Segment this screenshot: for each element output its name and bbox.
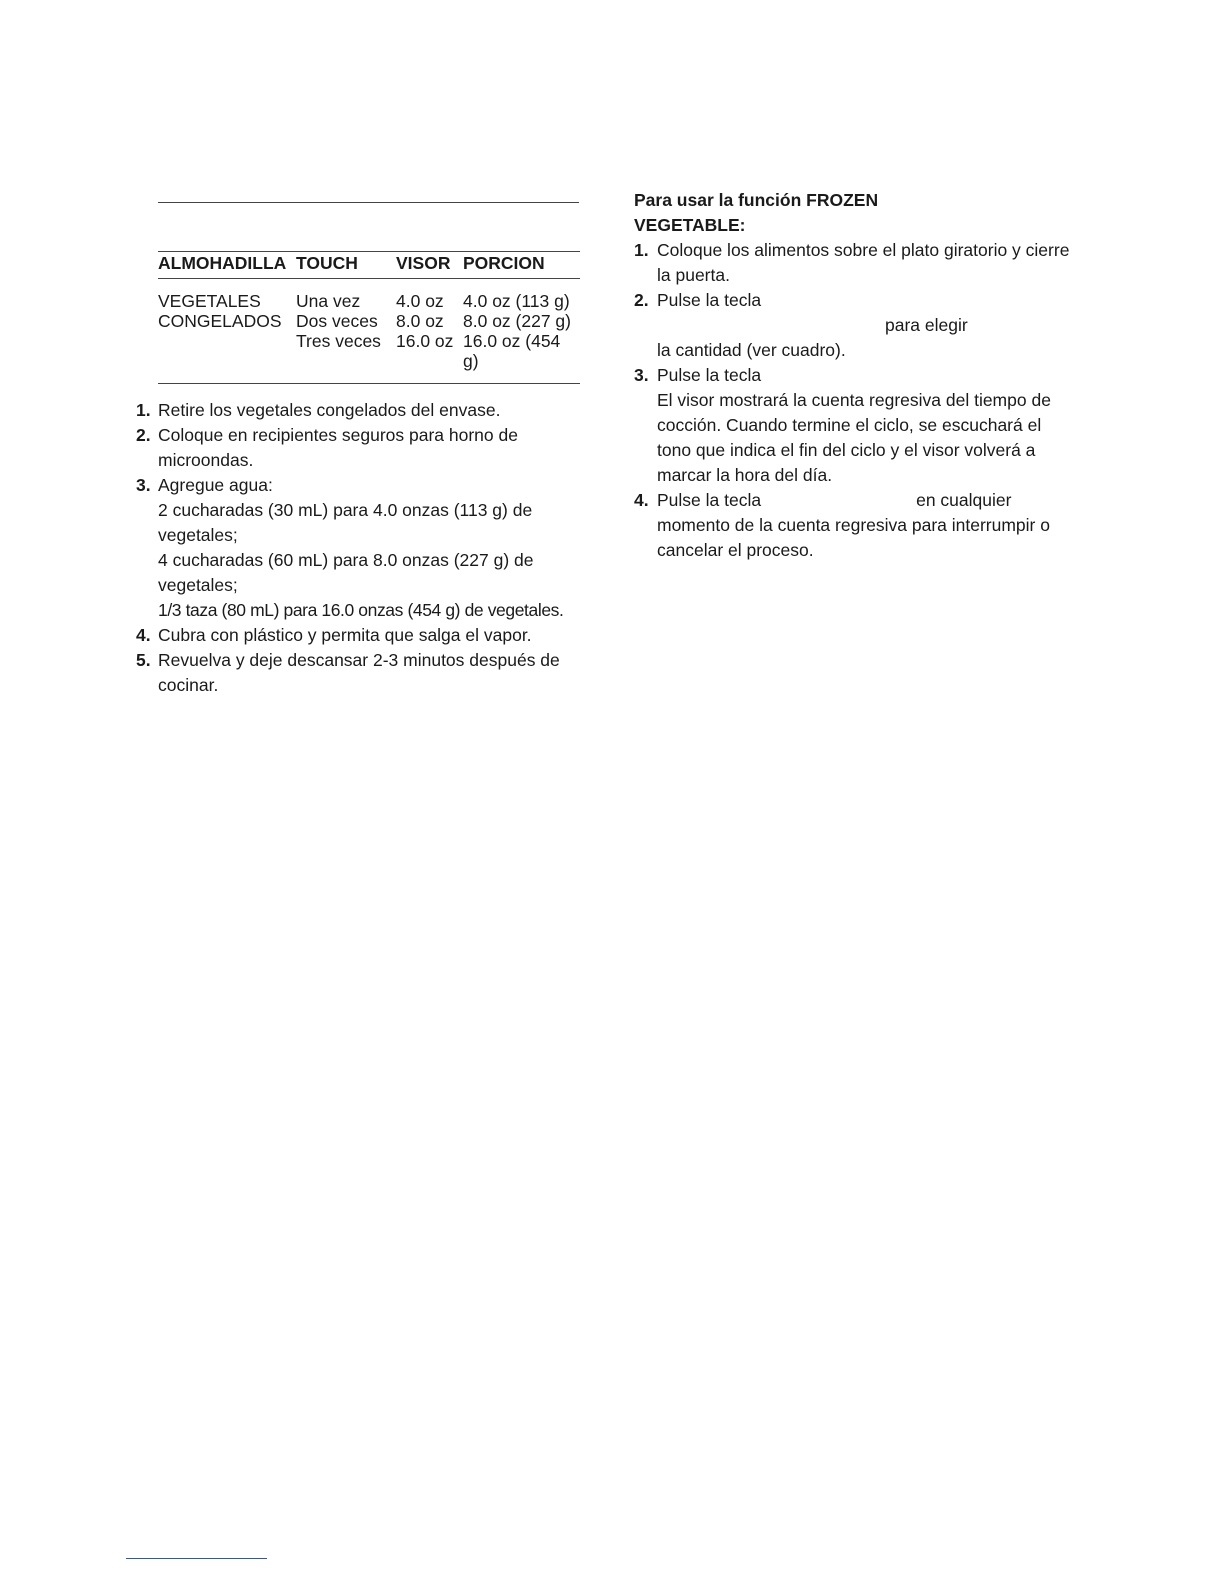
list-item	[136, 473, 582, 623]
list-item	[136, 423, 582, 473]
step-number: 2.	[136, 425, 151, 445]
section-heading: Para usar la función FROZEN VEGETABLE:	[634, 190, 879, 235]
step-text	[657, 313, 1074, 338]
step-text: Coloque los alimentos sobre el plato giratorio y cierre la puerta.	[657, 240, 1070, 285]
step-text-lead: Pulse la tecla	[657, 490, 762, 510]
list-item	[634, 488, 1074, 563]
table-cell	[158, 331, 296, 384]
step-text: la cantidad (ver cuadro).	[657, 340, 846, 360]
step-text: Revuelva y deje descansar 2-3 minutos después de cocinar.	[158, 650, 560, 695]
step-number: 4.	[634, 490, 649, 510]
left-steps-list	[136, 398, 582, 698]
step-text: Cubra con plástico y permita que salga el vapor.	[158, 625, 532, 645]
step-text: Agregue agua:	[158, 475, 273, 495]
list-item	[136, 398, 582, 423]
table-cell: 8.0 oz	[396, 311, 444, 331]
portion-table	[158, 251, 580, 384]
step-text: Pulse la tecla	[657, 365, 762, 385]
table-header-row	[158, 252, 580, 279]
step-number: 1.	[136, 400, 151, 420]
table-row	[158, 331, 580, 384]
step-number: 3.	[136, 475, 151, 495]
table-row	[158, 311, 580, 331]
table-cell: 8.0 oz (227 g)	[463, 311, 571, 331]
list-item	[634, 288, 1074, 363]
footer-link-line	[126, 1558, 267, 1559]
step-text: Pulse la tecla	[657, 290, 762, 310]
step-number: 2.	[634, 290, 649, 310]
step-text: Retire los vegetales congelados del envase.	[158, 400, 501, 420]
right-column	[634, 188, 1074, 563]
table-cell: Tres veces	[296, 331, 396, 384]
header-almohadilla: ALMOHADILLA	[158, 252, 296, 279]
list-item	[634, 363, 1074, 488]
step-text	[657, 488, 1074, 563]
list-item	[136, 648, 582, 698]
table-cell: CONGELADOS	[158, 311, 282, 331]
step-number: 5.	[136, 650, 151, 670]
header-porcion: PORCION	[463, 252, 580, 279]
step-text: 4 cucharadas (60 mL) para 8.0 onzas (227 g) de vegetales;	[158, 550, 534, 595]
left-column	[136, 190, 582, 698]
header-visor: VISOR	[396, 252, 463, 279]
table-cell: 16.0 oz	[396, 331, 463, 384]
table-cell: 4.0 oz	[396, 291, 444, 311]
table-cell: VEGETALES	[158, 291, 261, 311]
list-item	[136, 623, 582, 648]
table-cell: Una vez	[296, 291, 361, 311]
table-cell: Dos veces	[296, 311, 378, 331]
step-number: 1.	[634, 240, 649, 260]
right-steps-list	[634, 238, 1074, 563]
step-text: 2 cucharadas (30 mL) para 4.0 onzas (113 g) de vegetales;	[158, 500, 533, 545]
top-divider	[158, 202, 579, 203]
step-text: El visor mostrará la cuenta regresiva del tiempo de cocción. Cuando termine el ciclo, se escuchará el tono que indica el fin del ciclo y el visor volverá a marcar la hora del día.	[657, 390, 1051, 485]
table-cell: 16.0 oz (454 g)	[463, 331, 580, 384]
step-text: Coloque en recipientes seguros para horno de microondas.	[158, 425, 518, 470]
header-touch: TOUCH	[296, 252, 396, 279]
table-row	[158, 279, 580, 312]
step-number: 4.	[136, 625, 151, 645]
step-text: 1/3 taza (80 mL) para 16.0 onzas (454 g) de vegetales.	[158, 600, 564, 620]
step-text-continued: en cualquier momento de la cuenta regresiva para interrumpir o cancelar el proceso.	[657, 490, 1050, 560]
step-text-continued: para elegir	[885, 315, 968, 335]
step-number: 3.	[634, 365, 649, 385]
list-item	[634, 238, 1074, 288]
table-cell: 4.0 oz (113 g)	[463, 291, 570, 311]
